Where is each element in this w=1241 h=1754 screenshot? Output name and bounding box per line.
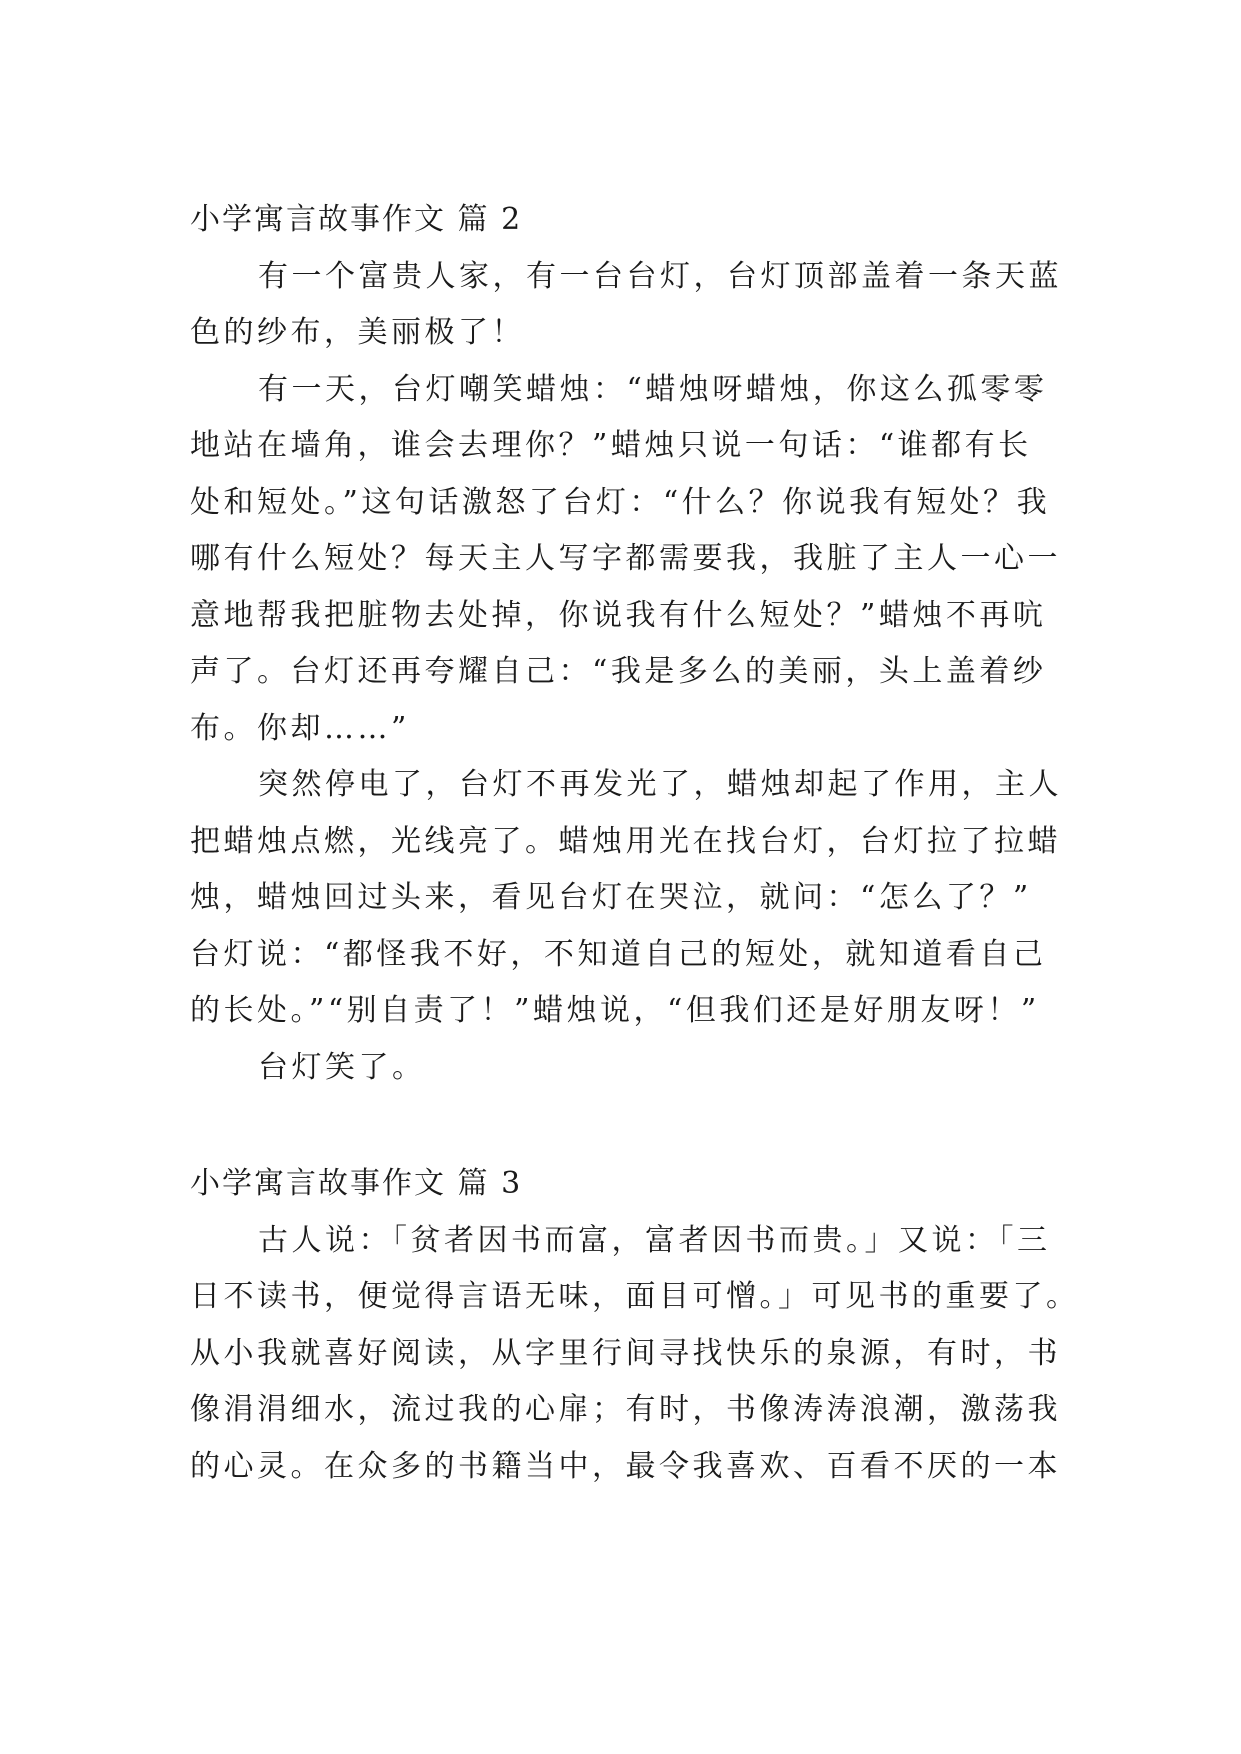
paragraph-line: 古人说：「贫者因书而富，富者因书而贵。」又说：「三 (258, 1223, 1051, 1258)
paragraph-line: 意地帮我把脏物去处掉，你说我有什么短处？”蜡烛不再吭 (190, 598, 1047, 633)
paragraph-line: 的心灵。在众多的书籍当中，最令我喜欢、百看不厌的一本 (190, 1449, 1061, 1484)
paragraph-line: 色的纱布，美丽极了！ (190, 315, 525, 350)
paragraph-line: 把蜡烛点燃，光线亮了。蜡烛用光在找台灯，台灯拉了拉蜡 (190, 824, 1061, 859)
paragraph-line: 布。你却……” (190, 711, 410, 746)
paragraph-line: 台灯笑了。 (258, 1050, 426, 1085)
paragraph-line: 从小我就喜好阅读，从字里行间寻找快乐的泉源，有时，书 (190, 1336, 1061, 1371)
paragraph-line: 处和短处。”这句话激怒了台灯：“什么？你说我有短处？我 (190, 485, 1051, 520)
paragraph-line: 有一个富贵人家，有一台台灯，台灯顶部盖着一条天蓝 (258, 259, 1062, 294)
paragraph-line: 日不读书，便觉得言语无味，面目可憎。」可见书的重要了。 (190, 1279, 1080, 1314)
paragraph-line: 哪有什么短处？每天主人写字都需要我，我脏了主人一心一 (190, 541, 1061, 576)
paragraph-line: 有一天，台灯嘲笑蜡烛：“蜡烛呀蜡烛，你这么孤零零 (258, 372, 1048, 407)
paragraph-line: 像涓涓细水，流过我的心扉；有时，书像涛涛浪潮，激荡我 (190, 1392, 1061, 1427)
paragraph-line: 烛，蜡烛回过头来，看见台灯在哭泣，就问：“怎么了？” (190, 880, 1032, 915)
paragraph-line: 突然停电了，台灯不再发光了，蜡烛却起了作用，主人 (258, 767, 1062, 802)
paragraph-line: 台灯说：“都怪我不好，不知道自己的短处，就知道看自己 (190, 937, 1047, 972)
paragraph-line: 声了。台灯还再夸耀自己：“我是多么的美丽，头上盖着纱 (190, 654, 1047, 689)
paragraph-line: 的长处。”“别自责了！”蜡烛说，“但我们还是好朋友呀！” (190, 993, 1040, 1028)
section-2-title: 小学寓言故事作文 篇 2 (190, 202, 523, 237)
paragraph-line: 地站在墙角，谁会去理你？”蜡烛只说一句话：“谁都有长 (190, 428, 1032, 463)
section-3-title: 小学寓言故事作文 篇 3 (190, 1166, 523, 1201)
